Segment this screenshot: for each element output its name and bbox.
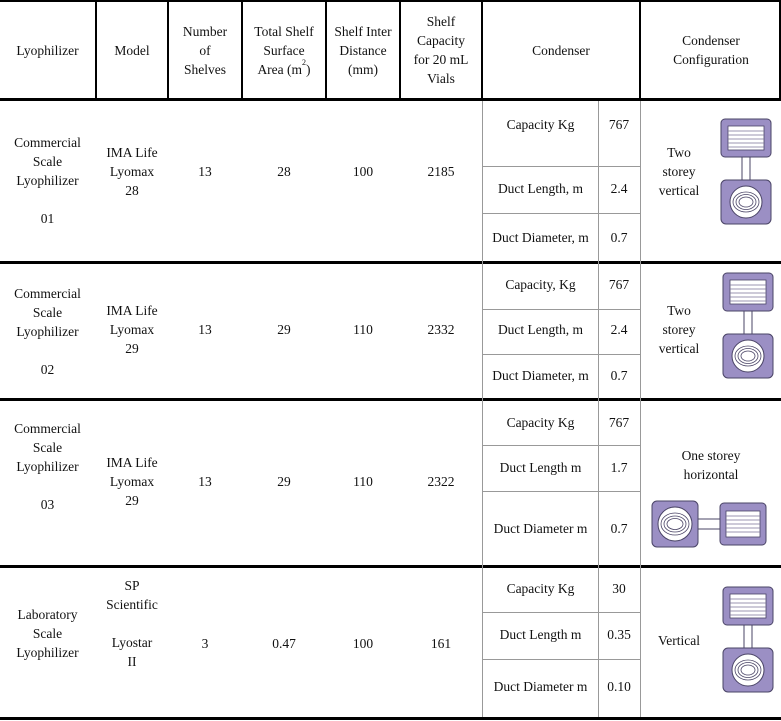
row2-model: IMA Life Lyomax 29 xyxy=(106,302,158,356)
row3-cond-value-1: 767 xyxy=(608,414,630,430)
row4-distance: 100 xyxy=(352,635,374,651)
row1-bottom-rule xyxy=(0,261,781,264)
row1-cond-value-1: 767 xyxy=(608,116,630,132)
row1-distance: 100 xyxy=(352,164,374,179)
row4-cond-value-1: 30 xyxy=(612,580,626,596)
cond-row-divider xyxy=(482,354,641,355)
vertical-two-storey-condenser-icon xyxy=(722,272,774,380)
header-bottom-rule xyxy=(0,98,781,101)
row3-bottom-rule xyxy=(0,565,781,568)
row1-lyophilizer: Commercial Scale Lyophilizer 01 xyxy=(14,135,81,226)
row4-shelves: 3 xyxy=(201,635,209,651)
header-divider xyxy=(167,0,169,100)
cond-row-divider xyxy=(482,659,641,660)
row4-cond-label-2: Duct Length m xyxy=(499,626,582,642)
row2-lyophilizer: Commercial Scale Lyophilizer 02 xyxy=(14,285,81,377)
row3-cond-label-1: Capacity Kg xyxy=(506,414,575,430)
row1-model: IMA Life Lyomax 28 xyxy=(106,145,158,198)
cond-row-divider xyxy=(482,309,641,310)
row1-cond-value-3: 0.7 xyxy=(610,229,628,245)
header-model: Model xyxy=(114,42,150,58)
row2-cond-label-3: Duct Diameter, m xyxy=(492,367,589,383)
row4-model: SP Scientific Lyostar II xyxy=(106,577,158,669)
row1-capacity: 2185 xyxy=(427,164,455,179)
table-bottom-rule xyxy=(0,717,781,720)
row2-cond-value-1: 767 xyxy=(608,276,630,292)
header-divider xyxy=(95,0,97,100)
row1-cond-label-2: Duct Length, m xyxy=(497,180,584,196)
header-divider xyxy=(399,0,401,100)
row4-cond-value-3: 0.10 xyxy=(607,678,631,694)
config-left-border xyxy=(640,101,641,717)
row1-config: Two storey vertical xyxy=(658,145,700,198)
row2-config: Two storey vertical xyxy=(658,302,700,356)
row2-cond-value-2: 2.4 xyxy=(610,321,628,337)
cond-row-divider xyxy=(482,445,641,446)
row2-bottom-rule xyxy=(0,398,781,401)
header-divider xyxy=(639,0,641,100)
row3-shelves: 13 xyxy=(198,473,212,489)
row4-cond-label-3: Duct Diameter m xyxy=(493,678,588,694)
row3-cond-value-3: 0.7 xyxy=(610,520,628,536)
header-condenser: Condenser xyxy=(532,42,590,58)
header-condenser-configuration: Condenser Configuration xyxy=(673,33,749,67)
row1-cond-label-1: Capacity Kg xyxy=(506,116,575,132)
row2-shelves: 13 xyxy=(198,321,212,337)
header-total-shelf-area: Total Shelf Surface Area $(m^2)$ xyxy=(254,23,314,77)
row3-cond-label-2: Duct Length m xyxy=(499,459,582,475)
row3-lyophilizer: Commercial Scale Lyophilizer 03 xyxy=(14,420,81,512)
row4-capacity: 161 xyxy=(430,635,452,651)
row3-distance: 110 xyxy=(353,473,373,489)
row1-cond-label-3: Duct Diameter, m xyxy=(492,229,589,245)
header-divider xyxy=(325,0,327,100)
horizontal-one-storey-condenser-icon xyxy=(651,499,767,549)
row3-cond-value-2: 1.7 xyxy=(610,459,628,475)
row1-cond-value-2: 2.4 xyxy=(610,180,628,196)
row3-config: One storey horizontal xyxy=(681,448,741,482)
row3-cond-label-3: Duct Diameter m xyxy=(493,520,588,536)
row1-shelves: 13 xyxy=(198,164,212,179)
header-number-of-shelves: Number of Shelves xyxy=(182,23,228,77)
header-divider xyxy=(241,0,243,100)
header-divider xyxy=(481,0,483,100)
header-shelf-capacity: Shelf Capacity for 20 mL Vials xyxy=(413,14,469,86)
row4-cond-value-2: 0.35 xyxy=(607,626,631,642)
row4-area: 0.47 xyxy=(272,635,296,651)
cond-row-divider xyxy=(482,612,641,613)
row2-distance: 110 xyxy=(353,321,373,337)
vertical-condenser-icon xyxy=(722,586,774,694)
row2-area: 29 xyxy=(277,321,291,337)
cond-row-divider xyxy=(482,491,641,492)
row2-capacity: 2332 xyxy=(427,321,455,337)
row1-area: 28 xyxy=(277,164,291,179)
vertical-two-storey-condenser-icon xyxy=(720,118,772,226)
cond-row-divider xyxy=(482,166,641,167)
row4-config: Vertical xyxy=(658,633,700,648)
cond-left-border xyxy=(482,101,483,717)
row2-cond-label-1: Capacity, Kg xyxy=(505,276,576,292)
row3-area: 29 xyxy=(277,473,291,489)
header-lyophilizer: Lyophilizer xyxy=(16,42,79,58)
table-top-rule xyxy=(0,0,781,2)
row3-model: IMA Life Lyomax 29 xyxy=(106,454,158,508)
row2-cond-label-2: Duct Length, m xyxy=(497,321,584,337)
row3-capacity: 2322 xyxy=(427,473,455,489)
row4-lyophilizer: Laboratory Scale Lyophilizer xyxy=(16,606,79,660)
cond-value-divider xyxy=(598,101,599,717)
row4-cond-label-1: Capacity Kg xyxy=(506,580,575,596)
header-shelf-inter-distance: Shelf Inter Distance (mm) xyxy=(334,23,392,77)
cond-row-divider xyxy=(482,213,641,214)
row2-cond-value-3: 0.7 xyxy=(610,367,628,383)
